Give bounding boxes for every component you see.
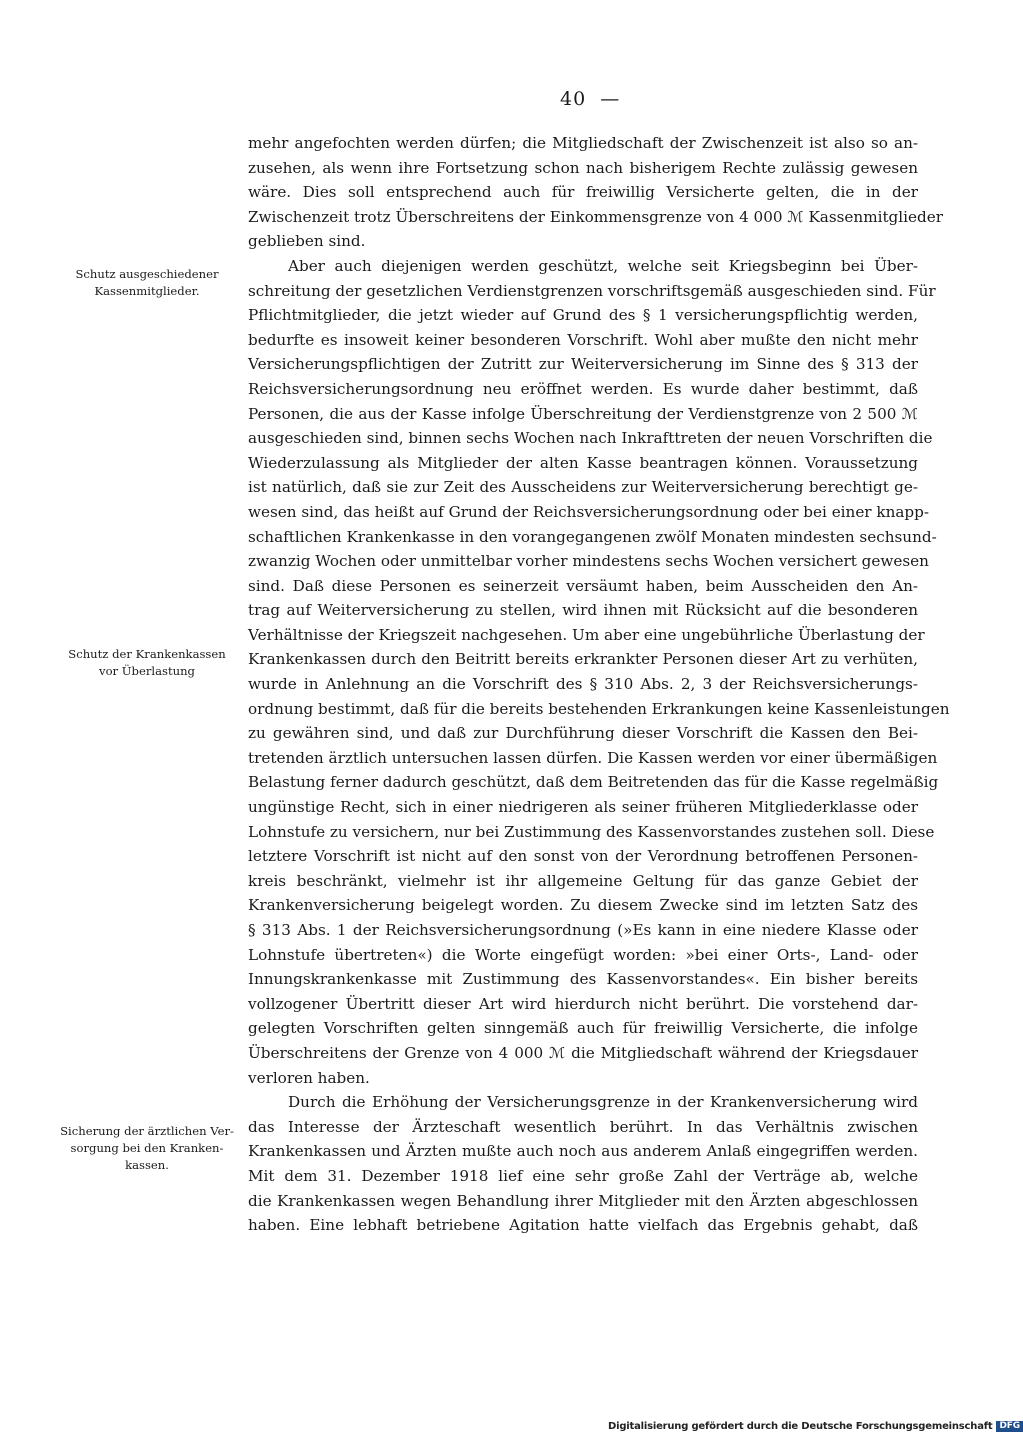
margin-note-line: sorgung bei den Kranken- bbox=[70, 1141, 224, 1155]
body-line: Innungskrankenkasse mit Zustimmung des Kassenvorstandes«. Ein bisher bereits bbox=[248, 970, 918, 989]
margin-note-line: vor Überlastung bbox=[99, 664, 195, 678]
body-line: tretenden ärztlich untersuchen lassen dürfen. Die Kassen werden vor einer übermäßigen bbox=[248, 748, 938, 767]
margin-note-line: Schutz der Krankenkassen bbox=[68, 647, 226, 661]
body-line: Mit dem 31. Dezember 1918 lief eine sehr große Zahl der Verträge ab, welche bbox=[248, 1166, 918, 1185]
body-line: Überschreitens der Grenze von 4 000 ℳ die Mitgliedschaft während der Kriegsdauer bbox=[248, 1043, 918, 1062]
margin-note-schutz-krankenkassen bbox=[52, 646, 242, 680]
body-line: Krankenkassen durch den Beitritt bereits erkrankter Personen dieser Art zu verhüten, bbox=[248, 650, 918, 669]
body-line: zusehen, als wenn ihre Fortsetzung schon nach bisherigem Rechte zulässig gewesen bbox=[248, 158, 918, 177]
body-line: verloren haben. bbox=[248, 1068, 370, 1087]
body-line: haben. Eine lebhaft betriebene Agitation hatte vielfach das Ergebnis gehabt, daß bbox=[248, 1216, 918, 1235]
body-line: Durch die Erhöhung der Versicherungsgrenze in der Krankenversicherung wird bbox=[288, 1093, 918, 1112]
body-line: Aber auch diejenigen werden geschützt, welche seit Kriegsbeginn bei Über- bbox=[288, 256, 918, 275]
body-line: das Interesse der Ärzteschaft wesentlich berührt. In das Verhältnis zwischen bbox=[248, 1117, 918, 1136]
margin-note-line: Kassenmitglieder. bbox=[94, 284, 200, 298]
body-line: ungünstige Recht, sich in einer niedrigeren als seiner früheren Mitgliederklasse oder bbox=[248, 798, 918, 817]
body-line: Reichsversicherungsordnung neu eröffnet werden. Es wurde daher bestimmt, daß bbox=[248, 379, 918, 398]
body-line: Belastung ferner dadurch geschützt, daß dem Beitretenden das für die Kasse regelmäßig bbox=[248, 773, 939, 792]
footer-credit bbox=[608, 1421, 1023, 1432]
body-line: ordnung bestimmt, daß für die bereits bestehenden Erkrankungen keine Kassenleistungen bbox=[248, 699, 950, 718]
body-line: Wiederzulassung als Mitglieder der alten Kasse beantragen können. Voraussetzung bbox=[248, 453, 918, 472]
body-line: geblieben sind. bbox=[248, 232, 366, 251]
body-line: kreis beschränkt, vielmehr ist ihr allgemeine Geltung für das ganze Gebiet der bbox=[248, 871, 918, 890]
body-line: vollzogener Übertritt dieser Art wird hierdurch nicht berührt. Die vorstehend dar- bbox=[248, 994, 918, 1013]
body-line: Pflichtmitglieder, die jetzt wieder auf Grund des § 1 versicherungspflichtig werden, bbox=[248, 306, 918, 325]
body-line: Lohnstufe übertreten«) die Worte eingefügt worden: »bei einer Orts-, Land- oder bbox=[248, 945, 918, 964]
body-line: Versicherungspflichtigen der Zutritt zur Weiterversicherung im Sinne des § 313 der bbox=[248, 355, 918, 374]
body-line: § 313 Abs. 1 der Reichsversicherungsordnung (»Es kann in eine niedere Klasse oder bbox=[248, 921, 918, 939]
body-line: wäre. Dies soll entsprechend auch für freiwillig Versicherte gelten, die in der bbox=[248, 183, 918, 202]
body-line: schreitung der gesetzlichen Verdienstgrenzen vorschriftsgemäß ausgeschieden sind. Für bbox=[248, 281, 936, 300]
body-line: zu gewähren sind, und daß zur Durchführung dieser Vorschrift die Kassen den Bei- bbox=[248, 724, 918, 743]
body-line: die Krankenkassen wegen Behandlung ihrer Mitglieder mit den Ärzten abgeschlossen bbox=[248, 1191, 918, 1210]
body-text bbox=[248, 131, 950, 1238]
body-line: schaftlichen Krankenkasse in den vorangegangenen zwölf Monaten mindesten sechsund- bbox=[248, 527, 937, 546]
body-line: ausgeschieden sind, binnen sechs Wochen nach Inkrafttreten der neuen Vorschriften die bbox=[248, 429, 933, 448]
body-line: ist natürlich, daß sie zur Zeit des Ausscheidens zur Weiterversicherung berechtigt ge- bbox=[248, 478, 918, 497]
body-line: sind. Daß diese Personen es seinerzeit versäumt haben, beim Ausscheiden den An- bbox=[248, 576, 918, 595]
body-line: trag auf Weiterversicherung zu stellen, wird ihnen mit Rücksicht auf die besonderen bbox=[248, 601, 918, 620]
body-line: wesen sind, das heißt auf Grund der Reichsversicherungsordnung oder bei einer knapp- bbox=[248, 502, 930, 521]
body-line: bedurfte es insoweit keiner besonderen Vorschrift. Wohl aber mußte den nicht mehr bbox=[248, 330, 918, 349]
body-line: Personen, die aus der Kasse infolge Überschreitung der Verdienstgrenze von 2 500 ℳ bbox=[248, 404, 918, 423]
body-line: Krankenversicherung beigelegt worden. Zu diesem Zwecke sind im letzten Satz des bbox=[248, 896, 918, 915]
page-header bbox=[560, 88, 620, 110]
margin-note-line: Schutz ausgeschiedener bbox=[75, 267, 219, 281]
body-line: Verhältnisse der Kriegszeit nachgesehen. Um aber eine ungebührliche Überlastung der bbox=[248, 625, 925, 644]
body-line: Zwischenzeit trotz Überschreitens der Einkommensgrenze von 4 000 ℳ Kassenmitglieder bbox=[248, 207, 943, 226]
footer-credit-text: Digitalisierung gefördert durch die Deutsche Forschungsgemeinschaft bbox=[608, 1421, 993, 1432]
dfg-logo: DFG bbox=[996, 1421, 1022, 1432]
body-line: Lohnstufe zu versichern, nur bei Zustimmung des Kassenvorstandes zustehen soll. Diese bbox=[248, 822, 935, 841]
body-line: wurde in Anlehnung an die Vorschrift des § 310 Abs. 2, 3 der Reichsversicherungs- bbox=[248, 675, 918, 694]
body-line: mehr angefochten werden dürfen; die Mitgliedschaft der Zwischenzeit ist also so an- bbox=[248, 134, 918, 152]
margin-note-schutz-ausgeschiedener bbox=[52, 266, 242, 300]
margin-note-sicherung-aerztlichen bbox=[52, 1123, 242, 1174]
page-number: 40 bbox=[560, 88, 587, 110]
body-line: zwanzig Wochen oder unmittelbar vorher mindestens sechs Wochen versichert gewesen bbox=[248, 552, 929, 571]
body-line: gelegten Vorschriften gelten sinngemäß auch für freiwillig Versicherte, die infolge bbox=[248, 1019, 918, 1038]
header-dash: — bbox=[600, 88, 621, 110]
body-line: Krankenkassen und Ärzten mußte auch noch aus anderem Anlaß eingegriffen werden. bbox=[248, 1142, 918, 1161]
margin-note-line: Sicherung der ärztlichen Ver- bbox=[60, 1124, 234, 1138]
body-line: letztere Vorschrift ist nicht auf den sonst von der Verordnung betroffenen Personen- bbox=[248, 847, 918, 866]
margin-note-line: kassen. bbox=[125, 1158, 169, 1172]
